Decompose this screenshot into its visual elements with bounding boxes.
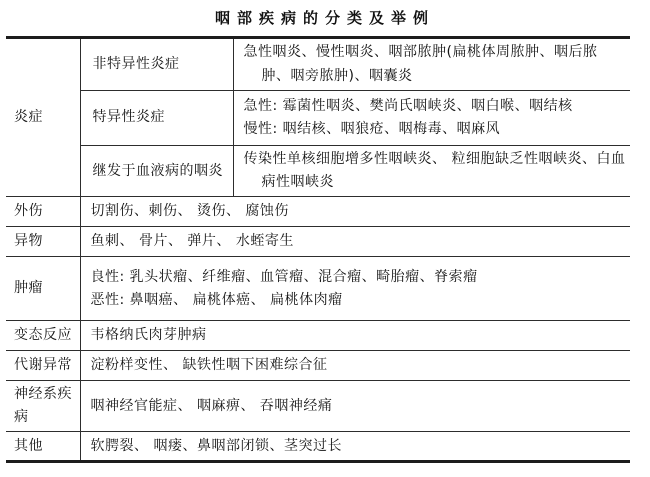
table-row-tumor: [6, 257, 630, 321]
examples-text: 鱼刺、 骨片、 弹片、 水蛭寄生: [90, 233, 294, 250]
subcategory-cell: 特异性炎症: [80, 91, 233, 146]
examples-text: 软腭裂、 咽瘘、鼻咽部闭锁、茎突过长: [90, 437, 342, 454]
table-row-nonspecific-inflammation: [6, 38, 630, 91]
examples-text: 急性咽炎、慢性咽炎、咽部脓肿(扁桃体周脓肿、咽后脓肿、咽旁脓肿)、咽囊炎: [243, 44, 598, 84]
table-row-nervous-system: [6, 381, 630, 432]
category-cell-trauma: 外伤: [6, 197, 80, 227]
examples-text: 传染性单核细胞增多性咽峡炎、 粒细胞缺乏性咽峡炎、白血病性咽峡炎: [243, 151, 626, 191]
table-row-allergy: [6, 321, 630, 351]
examples-text: 切割伤、刺伤、 烫伤、 腐蚀伤: [90, 203, 289, 220]
category-cell-nervous-system: 神经系疾病: [6, 381, 80, 432]
examples-cell: [80, 351, 630, 381]
examples-cell: [80, 227, 630, 257]
category-cell-inflammation: 炎症: [6, 38, 80, 197]
examples-text-chronic: 慢性: 咽结核、咽狼疮、咽梅毒、咽麻风: [243, 121, 501, 137]
subcategory-cell: 继发于血液病的咽炎: [80, 146, 233, 197]
examples-text: 咽神经官能症、 咽麻痹、 吞咽神经痛: [90, 397, 333, 414]
examples-cell: [233, 146, 630, 197]
table-row-other: [6, 432, 630, 462]
subcategory-cell: 非特异性炎症: [80, 38, 233, 91]
table-row-blood-disease-pharyngitis: [6, 146, 630, 197]
table-row-foreign-body: [6, 227, 630, 257]
examples-cell: [233, 91, 630, 146]
pharyngeal-disease-classification-table: [6, 36, 630, 463]
category-cell-foreign-body: 异物: [6, 227, 80, 257]
category-cell-other: 其他: [6, 432, 80, 462]
table-row-trauma: [6, 197, 630, 227]
examples-cell: [80, 321, 630, 351]
examples-cell: [233, 38, 630, 91]
examples-text-benign: 良性: 乳头状瘤、纤维瘤、血管瘤、混合瘤、畸胎瘤、脊索瘤: [90, 268, 478, 285]
examples-text-malignant: 恶性: 鼻咽癌、 扁桃体癌、 扁桃体肉瘤: [90, 291, 343, 308]
examples-cell: [80, 432, 630, 462]
examples-cell: [80, 381, 630, 432]
table-row-specific-inflammation: [6, 91, 630, 146]
examples-text-acute: 急性: 霉菌性咽炎、樊尚氏咽峡炎、咽白喉、咽结核: [243, 97, 573, 114]
examples-text: 淀粉样变性、 缺铁性咽下困难综合征: [90, 357, 328, 374]
category-cell-metabolic: 代谢异常: [6, 351, 80, 381]
examples-cell: [80, 197, 630, 227]
examples-text: 韦格纳氏肉芽肿病: [90, 327, 207, 344]
page-title: 咽部疾病的分类及举例: [214, 9, 435, 27]
category-cell-allergy: 变态反应: [6, 321, 80, 351]
examples-cell: [80, 257, 630, 321]
category-cell-tumor: 肿瘤: [6, 257, 80, 321]
table-row-metabolic-disorder: [6, 351, 630, 381]
